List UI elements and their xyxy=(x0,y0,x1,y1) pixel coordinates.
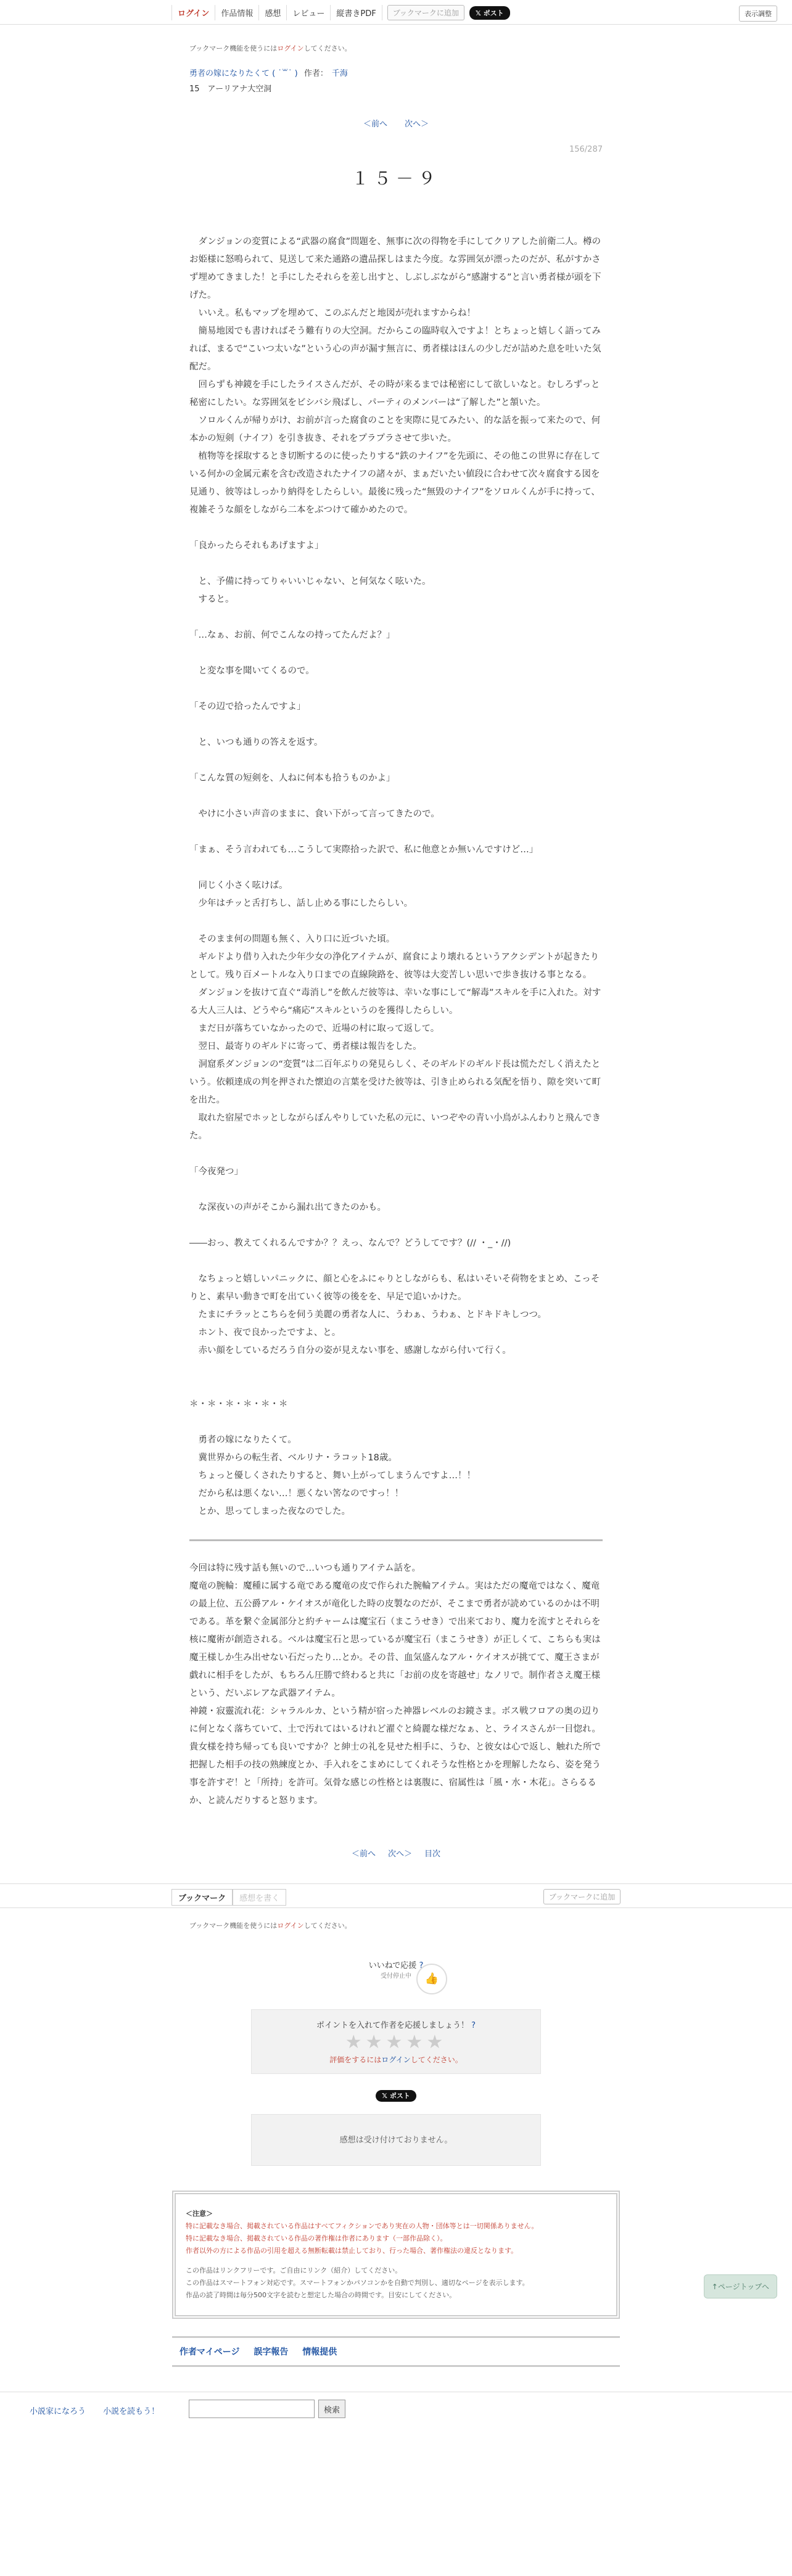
points-box xyxy=(251,2009,541,2074)
bookmark-login-link-bottom[interactable]: ログイン xyxy=(277,1922,304,1930)
body-paragraph: 同じく小さく呟けば。 xyxy=(189,881,288,891)
blank-line xyxy=(189,1414,603,1431)
series-info xyxy=(189,67,603,78)
iine-section xyxy=(189,1959,603,1996)
notice-line: 作品の読了時間は毎分500文字を読むと想定した場合の時間です。目安にしてください。 xyxy=(186,2291,456,2299)
body-paragraph: とか、思ってしまった夜なのでした。 xyxy=(189,1507,350,1516)
points-title xyxy=(258,2018,534,2030)
body-paragraph: 翌日、最寄りのギルドに寄って、勇者様は報告をした。 xyxy=(189,1042,422,1051)
toc-link[interactable]: 目次 xyxy=(424,1850,441,1859)
body-paragraph: そのまま何の問題も無く、入り口に近づいた頃。 xyxy=(189,934,395,944)
author-nav xyxy=(172,2336,620,2367)
body-paragraph: 「まぁ、そう言われても…こうして実際拾った訳で、私に他意とか無いんですけど…」 xyxy=(189,845,538,855)
blank-line xyxy=(189,913,603,931)
add-bookmark-button-bottom[interactable]: ブックマークに追加 xyxy=(543,1889,621,1904)
author-mypage-link[interactable]: 作者マイページ xyxy=(179,2347,240,2357)
points-login-prefix: 評価をするには xyxy=(329,2055,382,2064)
yomou-link[interactable]: 小説を読もう！ xyxy=(103,2407,160,2416)
afterword-paragraph: 今回は特に残す話も無いので…いつも通りアイテム話を。 xyxy=(189,1563,421,1573)
body-paragraph: 取れた宿屋でホッとしながらぼんやりしていた私の元に、いつぞやの青い小鳥がふんわりと飛んできた。 xyxy=(189,1113,601,1141)
body-paragraph: だから私は悪くない…！悪くない筈なのですっ！！ xyxy=(189,1489,404,1499)
next-link-bottom[interactable]: 次へ＞ xyxy=(387,1850,412,1859)
display-settings-button[interactable]: 表示調整 xyxy=(739,6,777,22)
blank-line xyxy=(189,1181,603,1199)
footer-links xyxy=(30,2405,174,2416)
help-icon[interactable]: ? xyxy=(419,1961,424,1970)
next-link[interactable]: 次へ＞ xyxy=(405,120,429,129)
body-paragraph: 「その辺で拾ったんですよ」 xyxy=(189,702,306,712)
blank-line xyxy=(189,859,603,877)
blank-line xyxy=(189,1217,603,1235)
body-paragraph: いいえ。私もマップを埋めて、このぶんだと地図が売れますからね！ xyxy=(189,308,476,318)
login-link[interactable]: ログイン xyxy=(171,5,215,20)
bookmark-note-bottom xyxy=(189,1920,603,1930)
points-title-text: ポイントを入れて作者を応援しましょう！ xyxy=(316,2021,469,2030)
notice-line: 作者以外の方による作品の引用を超える無断転載は禁止しており、行った場合、著作権法の違反となります。 xyxy=(186,2247,518,2255)
star-rating[interactable]: ★★★★★ xyxy=(345,2031,447,2053)
iine-button[interactable] xyxy=(416,1964,447,1994)
body-paragraph: 植物等を採取するとき切断するのに使ったりする“鉄のナイフ”を先頭に、その他この世界に存在している何かの金属元素を含む改造されたナイフの諸々が、まぁだいたい値段に合わせて次々腐食する図を見通り、彼等はしっかり納得をしたらしい。最後に残った“無毀のナイフ”をソロルくんが手に持って、複雑そうな顔をしながら二本をぶつけて確かめたので。 xyxy=(189,451,601,515)
top-nav xyxy=(171,5,510,20)
notice-line: 特に記載なき場合、掲載されている作品はすべてフィクションであり実在の人物・団体等とは一切関係ありません。 xyxy=(186,2222,538,2230)
blank-line xyxy=(189,1145,603,1163)
divider xyxy=(189,1539,603,1541)
bookmark-tabs xyxy=(171,1889,286,1906)
notice-line: 特に記載なき場合、掲載されている作品の著作権は作者にあります（一部作品除く）。 xyxy=(186,2234,447,2242)
points-login-note xyxy=(258,2054,534,2065)
episode-title: １５－９ xyxy=(351,168,440,189)
body-paragraph: 勇者の嫁になりたくて。 xyxy=(189,1435,297,1445)
body-paragraph: ギルドより借り入れた少年少女の浄化アイテムが、腐食により壊れるというアクシデントが起きたりとして。残り百メートルな入り口までの直線険路を、彼等は大変苦しい思いで歩き抜ける事となる。 xyxy=(189,952,600,980)
bookmark-bar xyxy=(0,1883,792,1908)
comment-closed-box: 感想は受け付けておりません。 xyxy=(251,2114,541,2166)
body-paragraph: ダンジョンの変質による“武器の腐食”問題を、無事に次の得物を手にしてクリアした前衛二人。樽のお姫様に怒鳴られて、見送して来た通路の遺品探しはまた今度。な雰囲気が漂ったのだが、私がすかさず埋めてきました！と手にしたそれらを差し出すと、しぶしぶながら“感謝する”と言い勇者様が頭を下げた。 xyxy=(189,237,601,300)
narou-link[interactable]: 小説家になろう xyxy=(30,2407,86,2416)
blank-line xyxy=(189,519,603,537)
blank-line xyxy=(189,1378,603,1396)
prev-link[interactable]: ＜前へ xyxy=(363,120,387,129)
x-post-button-bottom[interactable]: 𝕏 ポスト xyxy=(376,2090,416,2102)
body-paragraph: 冀世界からの転生者、ベルリナ・ラコット18歳。 xyxy=(189,1453,397,1463)
search-button[interactable]: 検索 xyxy=(318,2400,345,2418)
series-title-link[interactable]: 勇者の嫁になりたくて ( ˙꒳​˙ ) xyxy=(189,69,298,78)
notice-spacer xyxy=(186,2257,606,2265)
blank-line xyxy=(189,823,603,841)
afterword-paragraph: 魔竜の腕輪：魔種に属する竜である魔竜の皮で作られた腕輪アイテム。実はただの魔竜ではなく、魔竜の最上位、五公爵アル・ケイオスが竜化した時の皮製なのだが、そこまで勇者が読めているのかは不明である。革を繋ぐ金属部分と約チャームは魔宝石（まこうせき）で出来ており、魔力を流すとそれらを核に魔術が創造される。ベルは魔宝石と思っているが魔宝石（まこうせき）が正しくて、こちらも実は魔王様しか生み出せない石だったり…とか。その昔、血気盛んなアル・ケイオスが挑てて、魔王さまが戯れに相手をしたが、もちろん圧勝で終わると共に「お前の皮を寄越せ」なノリで。制作者さえ魔王様という、だいぶレアな武器アイテム。 xyxy=(189,1581,601,1698)
body-paragraph: 「こんな質の短剣を、人ねに何本も拾うものかよ」 xyxy=(189,773,395,783)
impressions-link[interactable]: 感想 xyxy=(259,5,287,20)
lower-content xyxy=(189,1920,603,2166)
thumbs-up-icon: 👍 xyxy=(424,1972,439,1985)
points-help-icon[interactable]: ? xyxy=(471,2021,476,2030)
blank-line xyxy=(189,1253,603,1270)
chapter-title: 15 アーリアナ大空洞 xyxy=(189,84,272,94)
body-paragraph: 少年はチッと舌打ちし、話し止める事にしたらしい。 xyxy=(189,899,413,908)
blank-line xyxy=(189,788,603,805)
body-paragraph: やけに小さい声音のままに、食い下がって言ってきたので。 xyxy=(189,809,440,819)
page-top-button[interactable]: ↑ページトップへ xyxy=(704,2274,777,2298)
afterword xyxy=(189,1560,603,1810)
blank-line xyxy=(189,680,603,698)
points-login-suffix: してください。 xyxy=(410,2055,463,2064)
bookmark-tab[interactable]: ブックマーク xyxy=(171,1889,233,1906)
bookmark-login-link[interactable]: ログイン xyxy=(277,44,304,52)
novel-body xyxy=(189,233,603,1521)
info-link[interactable]: 情報提供 xyxy=(302,2347,337,2357)
body-paragraph: ソロルくんが帰りがけ、お前が言った腐食のことを実際に見てみたい、的な話を振って来たので、何本かの短剣（ナイフ）を引き抜き、それをプラプラさせて歩いた。 xyxy=(189,416,601,443)
blank-line xyxy=(189,555,603,573)
prev-link-bottom[interactable]: ＜前へ xyxy=(351,1850,376,1859)
body-paragraph: 簡易地図でも書ければそう難有りの大空洞。だからこの臨時収入ですよ！とちょっと嬉しく語ってみれば、まるで“こいつ太いな”という心の声が漏す無言に、勇者様はほんの少しだが詰めた息を吐いた気配だ。 xyxy=(189,326,601,372)
body-paragraph: 洞窟系ダンジョンの“変質”は二百年ぶりの発見らしく、そのギルドのギルド長は慌ただしく消えたという。依頼達成の判を押された懐迫の言葉を受けた彼等は、引き止められる気配を悟り、隙を突いて町を出た。 xyxy=(189,1060,601,1105)
points-login-link[interactable]: ログイン xyxy=(381,2055,411,2064)
work-info-link[interactable]: 作品情報 xyxy=(215,5,259,20)
main-content xyxy=(189,43,603,1859)
bookmark-note-suffix: してください。 xyxy=(303,44,352,52)
notice-heading: ＜注意＞ xyxy=(186,2210,213,2218)
bookmark-note-text-bottom: ブックマーク機能を使うには xyxy=(189,1922,278,1930)
body-paragraph: たまにチラッとこちらを伺う美麗の勇者な人に、うわぁ、うわぁ、とドキドキしつつ。 xyxy=(189,1310,547,1320)
body-paragraph: ――おっ、教えてくれるんですか？？えっ、なんで？どうしてです？(// ・_・//) xyxy=(189,1238,511,1248)
body-paragraph: 回らずも神鏡を手にしたライスさんだが、その時が来るまでは秘密にして欲しいなと。むしろずっと秘密にしたい。な雰囲気をビシバシ飛ばし、パーティのメンバーは“了解した”と頷いた。 xyxy=(189,380,600,408)
x-post-button[interactable]: 𝕏 ポスト xyxy=(469,6,510,20)
body-paragraph: まだ日が落ちていなかったので、近場の村に取って返して。 xyxy=(189,1024,440,1034)
typo-report-link[interactable]: 誤字報告 xyxy=(254,2347,289,2357)
blank-line xyxy=(189,1360,603,1378)
body-paragraph: ホント、夜で良かったですよ、と。 xyxy=(189,1328,341,1338)
afterword-paragraph: 神鏡・寂靈流れ花：シャラルルカ、という精が宿った神器レベルのお鏡さま。ボス戦フロアの奥の辺りに何となく落ちていて、土で汚れてはいるけれど濯ぐと綺麗な様だなぁ、と、ライスさんが一目惚れ。貴女様を持ち帰っても良いですか？と紳士の礼を見せた相手に、うむ、と彼女は心で返し、触れた所で把握した相手の技の熟練度とか、手入れをこまめにしてくれそうな性格とかを理解したなら、姿を発う事を許すぞ！と「所持」を許可。気骨な感じの性格とは裏腹に、宿属性は「風・水・木花」。さらるるか、と読んだりすると怒ります。 xyxy=(189,1706,601,1806)
body-paragraph: ＊・＊・＊・＊・＊・＊ xyxy=(189,1399,288,1409)
add-bookmark-button[interactable]: ブックマークに追加 xyxy=(387,5,464,20)
body-paragraph: 「良かったらそれもあげますよ」 xyxy=(189,541,324,551)
notice-box xyxy=(172,2191,620,2319)
x-post-bottom xyxy=(189,2089,603,2101)
blank-line xyxy=(189,644,603,662)
body-paragraph: と変な事を聞いてくるので。 xyxy=(189,666,315,676)
author-label: 作者： xyxy=(303,69,328,78)
body-paragraph: 「…なぁ、お前、何でこんなの持ってたんだよ？」 xyxy=(189,630,395,640)
bookmark-note-suffix-bottom: してください。 xyxy=(303,1922,352,1930)
body-paragraph: すると。 xyxy=(189,595,234,604)
body-paragraph: 赤い顔をしているだろう自分の姿が見えない事を、感謝しながら付いて行く。 xyxy=(189,1346,511,1356)
pager-bottom xyxy=(189,1847,603,1859)
top-bar xyxy=(0,0,792,25)
page-number: 156/287 xyxy=(569,145,603,154)
body-paragraph: ダンジョンを抜けて直ぐ“毒消し”を飲んだ彼等は、幸いな事にして“解毒”スキルを手に入れた。対する大人三人は、どうやら“痛応”スキルというのを獲得したらしい。 xyxy=(189,988,601,1016)
iine-status: 受付停止中 xyxy=(381,1973,411,1980)
blank-line xyxy=(189,609,603,627)
blank-line xyxy=(189,716,603,734)
write-impression-tab[interactable]: 感想を書く xyxy=(233,1889,286,1906)
iine-label-text: いいねで応援 xyxy=(368,1961,417,1970)
iine-label xyxy=(189,1959,603,1970)
pdf-link[interactable]: 縦書きPDF xyxy=(331,5,382,20)
bookmark-note xyxy=(189,43,603,53)
bookmark-note-text: ブックマーク機能を使うには xyxy=(189,44,278,52)
notice-line: この作品はスマートフォン対応です。スマートフォンかパソコンかを自動で判別し、適切なページを表示します。 xyxy=(186,2279,529,2287)
body-paragraph: な深夜いの声がそこから漏れ出てきたのかも。 xyxy=(189,1203,386,1212)
blank-line xyxy=(189,752,603,770)
body-paragraph: と、予備に持ってりゃいいじゃない、と何気なく呟いた。 xyxy=(189,577,431,586)
notice-line: この作品はリンクフリーです。ご自由にリンク（紹介）してください。 xyxy=(186,2266,402,2274)
footer xyxy=(0,2392,792,2426)
search-input[interactable] xyxy=(189,2400,315,2418)
body-paragraph: 「今夜発つ」 xyxy=(189,1167,243,1177)
review-link[interactable]: レビュー xyxy=(287,5,331,20)
pager-top xyxy=(189,117,603,129)
author-link[interactable]: 千海 xyxy=(331,69,348,78)
body-paragraph: と、いつも通りの答えを返す。 xyxy=(189,738,323,747)
body-paragraph: ちょっと優しくされたりすると、舞い上がってしまうんですよ…！！ xyxy=(189,1471,476,1481)
body-paragraph: なちょっと嬉しいパニックに、顔と心をふにゃりとしながらも、私はいそいそ荷物をまとめ、こっそりと、素早い動きで町を出ていく彼等の後をを、早足で追いかけた。 xyxy=(189,1274,600,1302)
